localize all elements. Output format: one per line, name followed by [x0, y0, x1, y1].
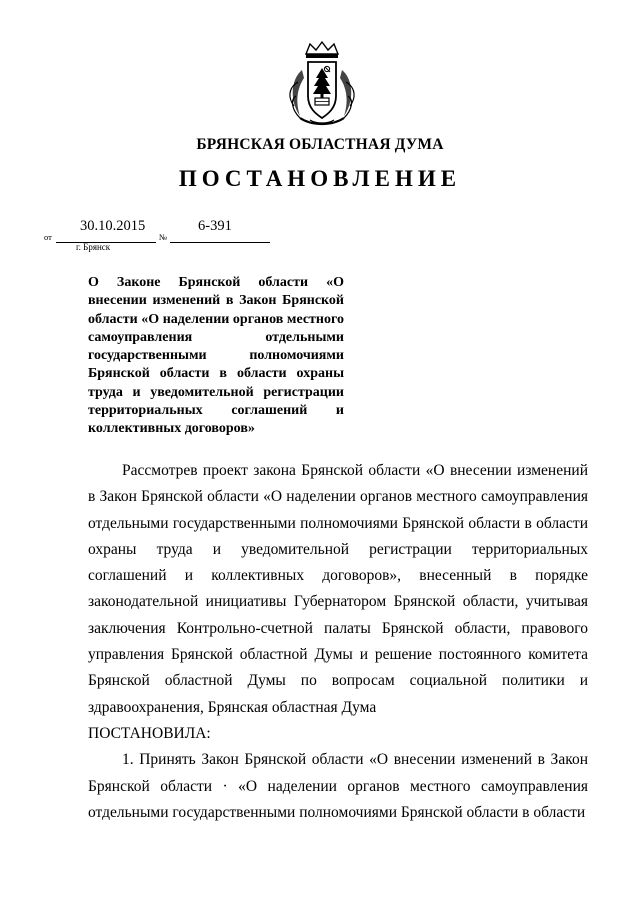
document-body [88, 458, 588, 826]
resolved-heading: ПОСТАНОВИЛА: [88, 724, 211, 742]
document-type-title: ПОСТАНОВЛЕНИЕ [178, 166, 462, 191]
date-prefix: от [44, 232, 52, 242]
bryansk-coat-of-arms-icon [286, 40, 358, 128]
document-city: г. Брянск [76, 242, 111, 252]
org-name: БРЯНСКАЯ ОБЛАСТНАЯ ДУМА [196, 136, 444, 153]
resolution-item-1: 1. Принять Закон Брянской области «О внесении изменений в Закон Брянской области · «О наделении органов местного самоуправления отдельными государственными полномочиями Брянской области в области [88, 751, 588, 821]
number-underline [170, 242, 270, 243]
number-prefix: № [159, 232, 168, 242]
document-subject: О Законе Брянской области «О внесении изменений в Закон Брянской области «О наделении органов местного самоуправления отдельными государственными полномочиями Брянской области в области охраны труда и уведомительной регистрации территориальных соглашений и коллективных договоров» [88, 275, 344, 437]
document-meta [44, 218, 304, 244]
document-date: 30.10.2015 [80, 218, 146, 234]
preamble-paragraph: Рассмотрев проект закона Брянской области «О внесении изменений в Закон Брянской области «О наделении органов местного самоуправления отдельными государственными полномочиями Брянской области в области охраны труда и уведомительной регистрации территориальных соглашений и коллективных договоров», внесенный в порядке законодательной инициативы Губернатором Брянской области, учитывая заключения Контрольно-счетной палаты Брянской области, правового управления Брянской областной Думы и решение постоянного комитета Брянской областной Думы по вопросам социальной политики и здравоохранения, Брянская областная Дума [88, 462, 588, 716]
document-number: 6-391 [198, 218, 232, 234]
